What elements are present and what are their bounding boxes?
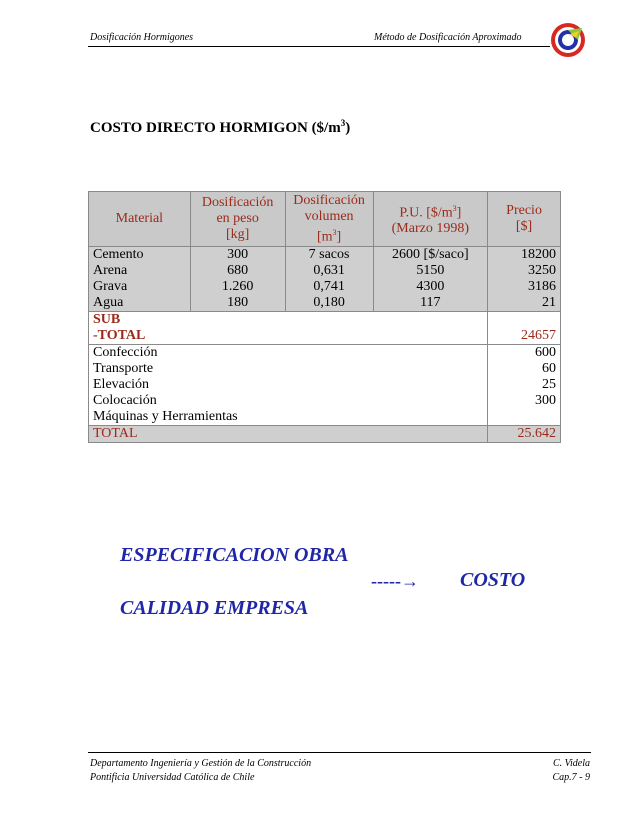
extra-value: 600 [488, 345, 561, 362]
cell-precio-unitario: 2600 [$/saco] [373, 247, 488, 264]
spec-line-obra: ESPECIFICACION OBRA [120, 544, 349, 566]
footer-department: Departamento Ingeniería y Gestión de la Construcción [90, 758, 312, 769]
subtotal-value: 24657 [488, 312, 561, 345]
page-title: COSTO DIRECTO HORMIGON $(\$/m^3)$ [90, 118, 351, 136]
extra-value [488, 409, 561, 426]
footer-page-number: Cap.7 - 9 [552, 772, 590, 783]
footer-author: C. Videla [552, 758, 590, 769]
cell-precio: 21 [488, 295, 561, 312]
cell-volumen: 0,180 [285, 295, 373, 312]
cell-peso: 680 [190, 263, 285, 279]
arrow-connector: -----→ [371, 571, 419, 591]
header-divider [88, 46, 550, 47]
header-material: Material [89, 192, 191, 247]
cell-material: Arena [89, 263, 191, 279]
header-precio: Precio [$] [488, 192, 561, 247]
header-right: Método de Dosificación Aproximado [374, 32, 522, 43]
cell-material: Cemento [89, 247, 191, 264]
extra-label: Elevación [89, 377, 488, 393]
cell-peso: 180 [190, 295, 285, 312]
footer-university: Pontificia Universidad Católica de Chile [90, 772, 255, 783]
spec-costo: COSTO [460, 569, 526, 591]
table-row [89, 279, 561, 295]
footer-divider [88, 752, 591, 753]
table-row [89, 247, 561, 264]
list-item [89, 393, 561, 409]
header-left: Dosificación Hormigones [90, 32, 194, 43]
cell-volumen: 0,631 [285, 263, 373, 279]
header-dosificacion-volumen: Dosificación volumen $[m^3]$ [285, 192, 373, 247]
cell-volumen: 7 sacos [285, 247, 373, 264]
extra-label: Confección [89, 345, 488, 362]
cell-material: Agua [89, 295, 191, 312]
subtotal-label: SUB -TOTAL [89, 312, 488, 345]
cell-precio-unitario: 117 [373, 295, 488, 312]
total-label: TOTAL [89, 426, 488, 443]
extra-value: 25 [488, 377, 561, 393]
cell-precio: 3250 [488, 263, 561, 279]
cell-volumen: 0,741 [285, 279, 373, 295]
cell-material: Grava [89, 279, 191, 295]
table-row [89, 295, 561, 312]
extra-label: Colocación [89, 393, 488, 409]
header-dosificacion-peso: Dosificación en peso [kg] [190, 192, 285, 247]
spec-line-empresa: CALIDAD EMPRESA [120, 597, 309, 619]
header-precio-unitario: P.U. $[\$/m^3]$ (Marzo 1998) [373, 192, 488, 247]
extra-label: Transporte [89, 361, 488, 377]
cell-precio-unitario: 5150 [373, 263, 488, 279]
cell-precio: 18200 [488, 247, 561, 264]
cell-precio: 3186 [488, 279, 561, 295]
table-header-row [89, 192, 561, 247]
cell-peso: 300 [190, 247, 285, 264]
extra-label: Máquinas y Herramientas [89, 409, 488, 426]
extra-value: 60 [488, 361, 561, 377]
list-item [89, 361, 561, 377]
total-row [89, 426, 561, 443]
list-item [89, 409, 561, 426]
total-value: 25.642 [488, 426, 561, 443]
cost-table [88, 191, 561, 443]
cell-precio-unitario: 4300 [373, 279, 488, 295]
subtotal-row [89, 312, 561, 345]
extra-value: 300 [488, 393, 561, 409]
list-item [89, 345, 561, 362]
university-logo-icon [548, 20, 588, 60]
table-row [89, 263, 561, 279]
cell-peso: 1.260 [190, 279, 285, 295]
list-item [89, 377, 561, 393]
